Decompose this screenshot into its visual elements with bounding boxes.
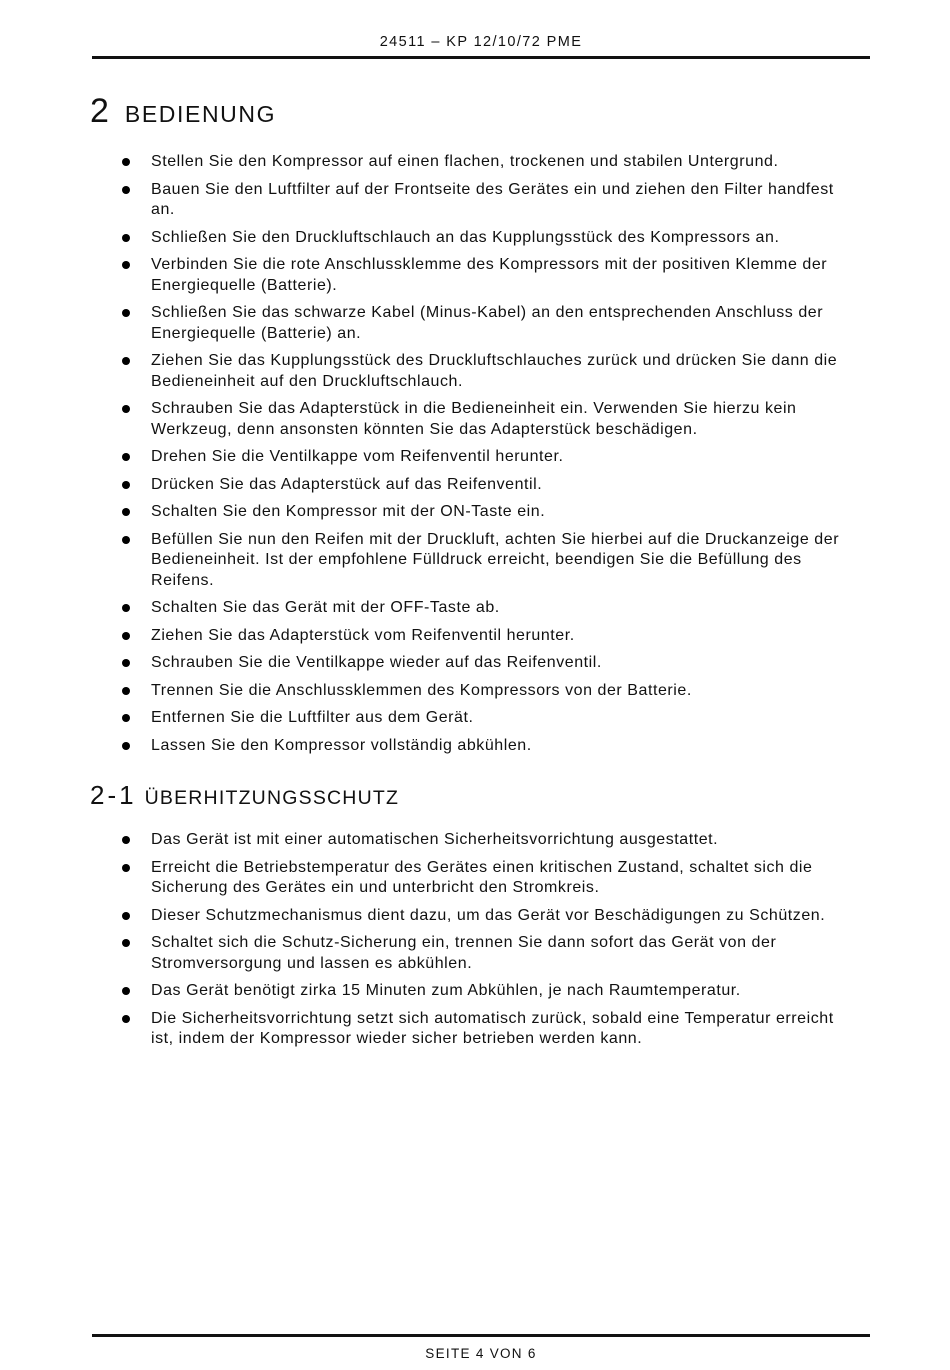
list-item [0, 303, 861, 344]
list-item-text: Drücken Sie das Adapterstück auf das Reifenventil. [151, 475, 543, 493]
page-number: SEITE 4 VON 6 [425, 1346, 537, 1361]
list-item-text: Dieser Schutzmechanismus dient dazu, um das Gerät vor Beschädigungen zu Schützen. [151, 906, 826, 924]
list-item-text: Drehen Sie die Ventilkappe vom Reifenventil herunter. [151, 448, 564, 465]
list-item [0, 399, 861, 440]
bullet-icon [122, 357, 130, 365]
list-item-text: Das Gerät benötigt zirka 15 Minuten zum Abkühlen, je nach Raumtemperatur. [151, 982, 741, 999]
list-item-text: Ziehen Sie das Kupplungsstück des Druckluftschlauches zurück und drücken Sie dann die Bedieneinheit auf den Druckluftschlauch. [151, 352, 838, 390]
list-item [0, 598, 861, 619]
list-item [0, 626, 861, 647]
list-item-text: Schrauben Sie das Adapterstück in die Bedieneinheit ein. Verwenden Sie hierzu kein Werkzeug, denn ansonsten könnten Sie das Adapterstück beschädigen. [151, 400, 797, 438]
bullet-icon [122, 234, 130, 242]
section-heading-bedienung [90, 92, 276, 131]
list-item [0, 447, 861, 468]
list-item-text: Ziehen Sie das Adapterstück vom Reifenventil herunter. [151, 626, 575, 644]
section-title: BEDIENUNG [124, 101, 277, 127]
bullet-icon [122, 659, 130, 667]
bullet-icon [122, 836, 130, 844]
list-item-text: Trennen Sie die Anschlussklemmen des Kompressors von der Batterie. [151, 681, 692, 699]
list-item-text: Schalten Sie den Kompressor mit der ON-Taste ein. [151, 503, 546, 520]
subsection-number: 2-1 [90, 780, 137, 810]
list-item-text: Bauen Sie den Luftfilter auf der Frontseite des Gerätes ein und ziehen den Filter handfest an. [151, 180, 834, 218]
subsection-title: ÜBERHITZUNGSSCHUTZ [144, 787, 400, 809]
list-item [0, 152, 861, 173]
list-item [0, 255, 861, 296]
bullet-icon [122, 604, 130, 612]
list-item [0, 351, 861, 392]
list-item-text: Die Sicherheitsvorrichtung setzt sich automatisch zurück, sobald eine Temperatur erreicht ist, indem der Kompressor wieder sicher betrieben werden kann. [151, 1009, 834, 1047]
list-item [0, 1009, 861, 1050]
list-item [0, 858, 861, 899]
list-item [0, 653, 861, 674]
bullet-icon [122, 939, 130, 947]
list-item [0, 530, 861, 592]
list-item-text: Schließen Sie den Druckluftschlauch an das Kupplungsstück des Kompressors an. [151, 228, 780, 246]
footer-rule [92, 1334, 870, 1337]
list-item [0, 981, 861, 1002]
bullet-icon [122, 742, 130, 750]
bullet-icon [122, 453, 130, 461]
header-rule [92, 56, 870, 59]
bullet-icon [122, 405, 130, 413]
list-item-text: Schalten Sie das Gerät mit der OFF-Taste ab. [151, 599, 500, 616]
overheat-protection-list [0, 830, 950, 1057]
page-header: 24511 – KP 12/10/72 PME [379, 34, 583, 50]
operation-steps-list [0, 152, 950, 763]
list-item [0, 708, 861, 729]
bullet-icon [122, 1015, 130, 1023]
list-item-text: Erreicht die Betriebstemperatur des Gerätes einen kritischen Zustand, schaltet sich die Sicherung des Gerätes ein und unterbricht den Stromkreis. [151, 858, 813, 896]
section-number: 2 [90, 92, 109, 130]
list-item [0, 933, 861, 974]
list-item-text: Stellen Sie den Kompressor auf einen flachen, trockenen und stabilen Untergrund. [151, 153, 779, 170]
bullet-icon [122, 714, 130, 722]
bullet-icon [122, 261, 130, 269]
bullet-icon [122, 632, 130, 640]
bullet-icon [122, 864, 130, 872]
list-item-text: Lassen Sie den Kompressor vollständig abkühlen. [151, 736, 532, 754]
list-item [0, 830, 861, 851]
list-item-text: Das Gerät ist mit einer automatischen Sicherheitsvorrichtung ausgestattet. [151, 831, 719, 848]
list-item [0, 475, 861, 496]
list-item-text: Schaltet sich die Schutz-Sicherung ein, trennen Sie dann sofort das Gerät von der Stromversorgung und lassen es abkühlen. [151, 934, 777, 972]
list-item [0, 180, 861, 221]
bullet-icon [122, 186, 130, 194]
section-heading-ueberhitzungsschutz [90, 780, 399, 811]
bullet-icon [122, 536, 130, 544]
list-item-text: Schrauben Sie die Ventilkappe wieder auf das Reifenventil. [151, 654, 602, 671]
bullet-icon [122, 912, 130, 920]
list-item-text: Entfernen Sie die Luftfilter aus dem Gerät. [151, 709, 474, 726]
bullet-icon [122, 481, 130, 489]
bullet-icon [122, 687, 130, 695]
list-item [0, 228, 861, 249]
bullet-icon [122, 158, 130, 166]
list-item [0, 502, 861, 523]
list-item-text: Schließen Sie das schwarze Kabel (Minus-Kabel) an den entsprechenden Anschluss der Energiequelle (Batterie) an. [151, 304, 824, 342]
bullet-icon [122, 508, 130, 516]
list-item [0, 736, 861, 757]
list-item [0, 681, 861, 702]
bullet-icon [122, 309, 130, 317]
list-item [0, 906, 861, 927]
bullet-icon [122, 987, 130, 995]
list-item-text: Verbinden Sie die rote Anschlussklemme des Kompressors mit der positiven Klemme der Energiequelle (Batterie). [151, 256, 828, 294]
list-item-text: Befüllen Sie nun den Reifen mit der Druckluft, achten Sie hierbei auf die Druckanzeige der Bedieneinheit. Ist der empfohlene Fülldruck erreicht, beendigen Sie die Befüllung des Reifens. [151, 530, 840, 589]
